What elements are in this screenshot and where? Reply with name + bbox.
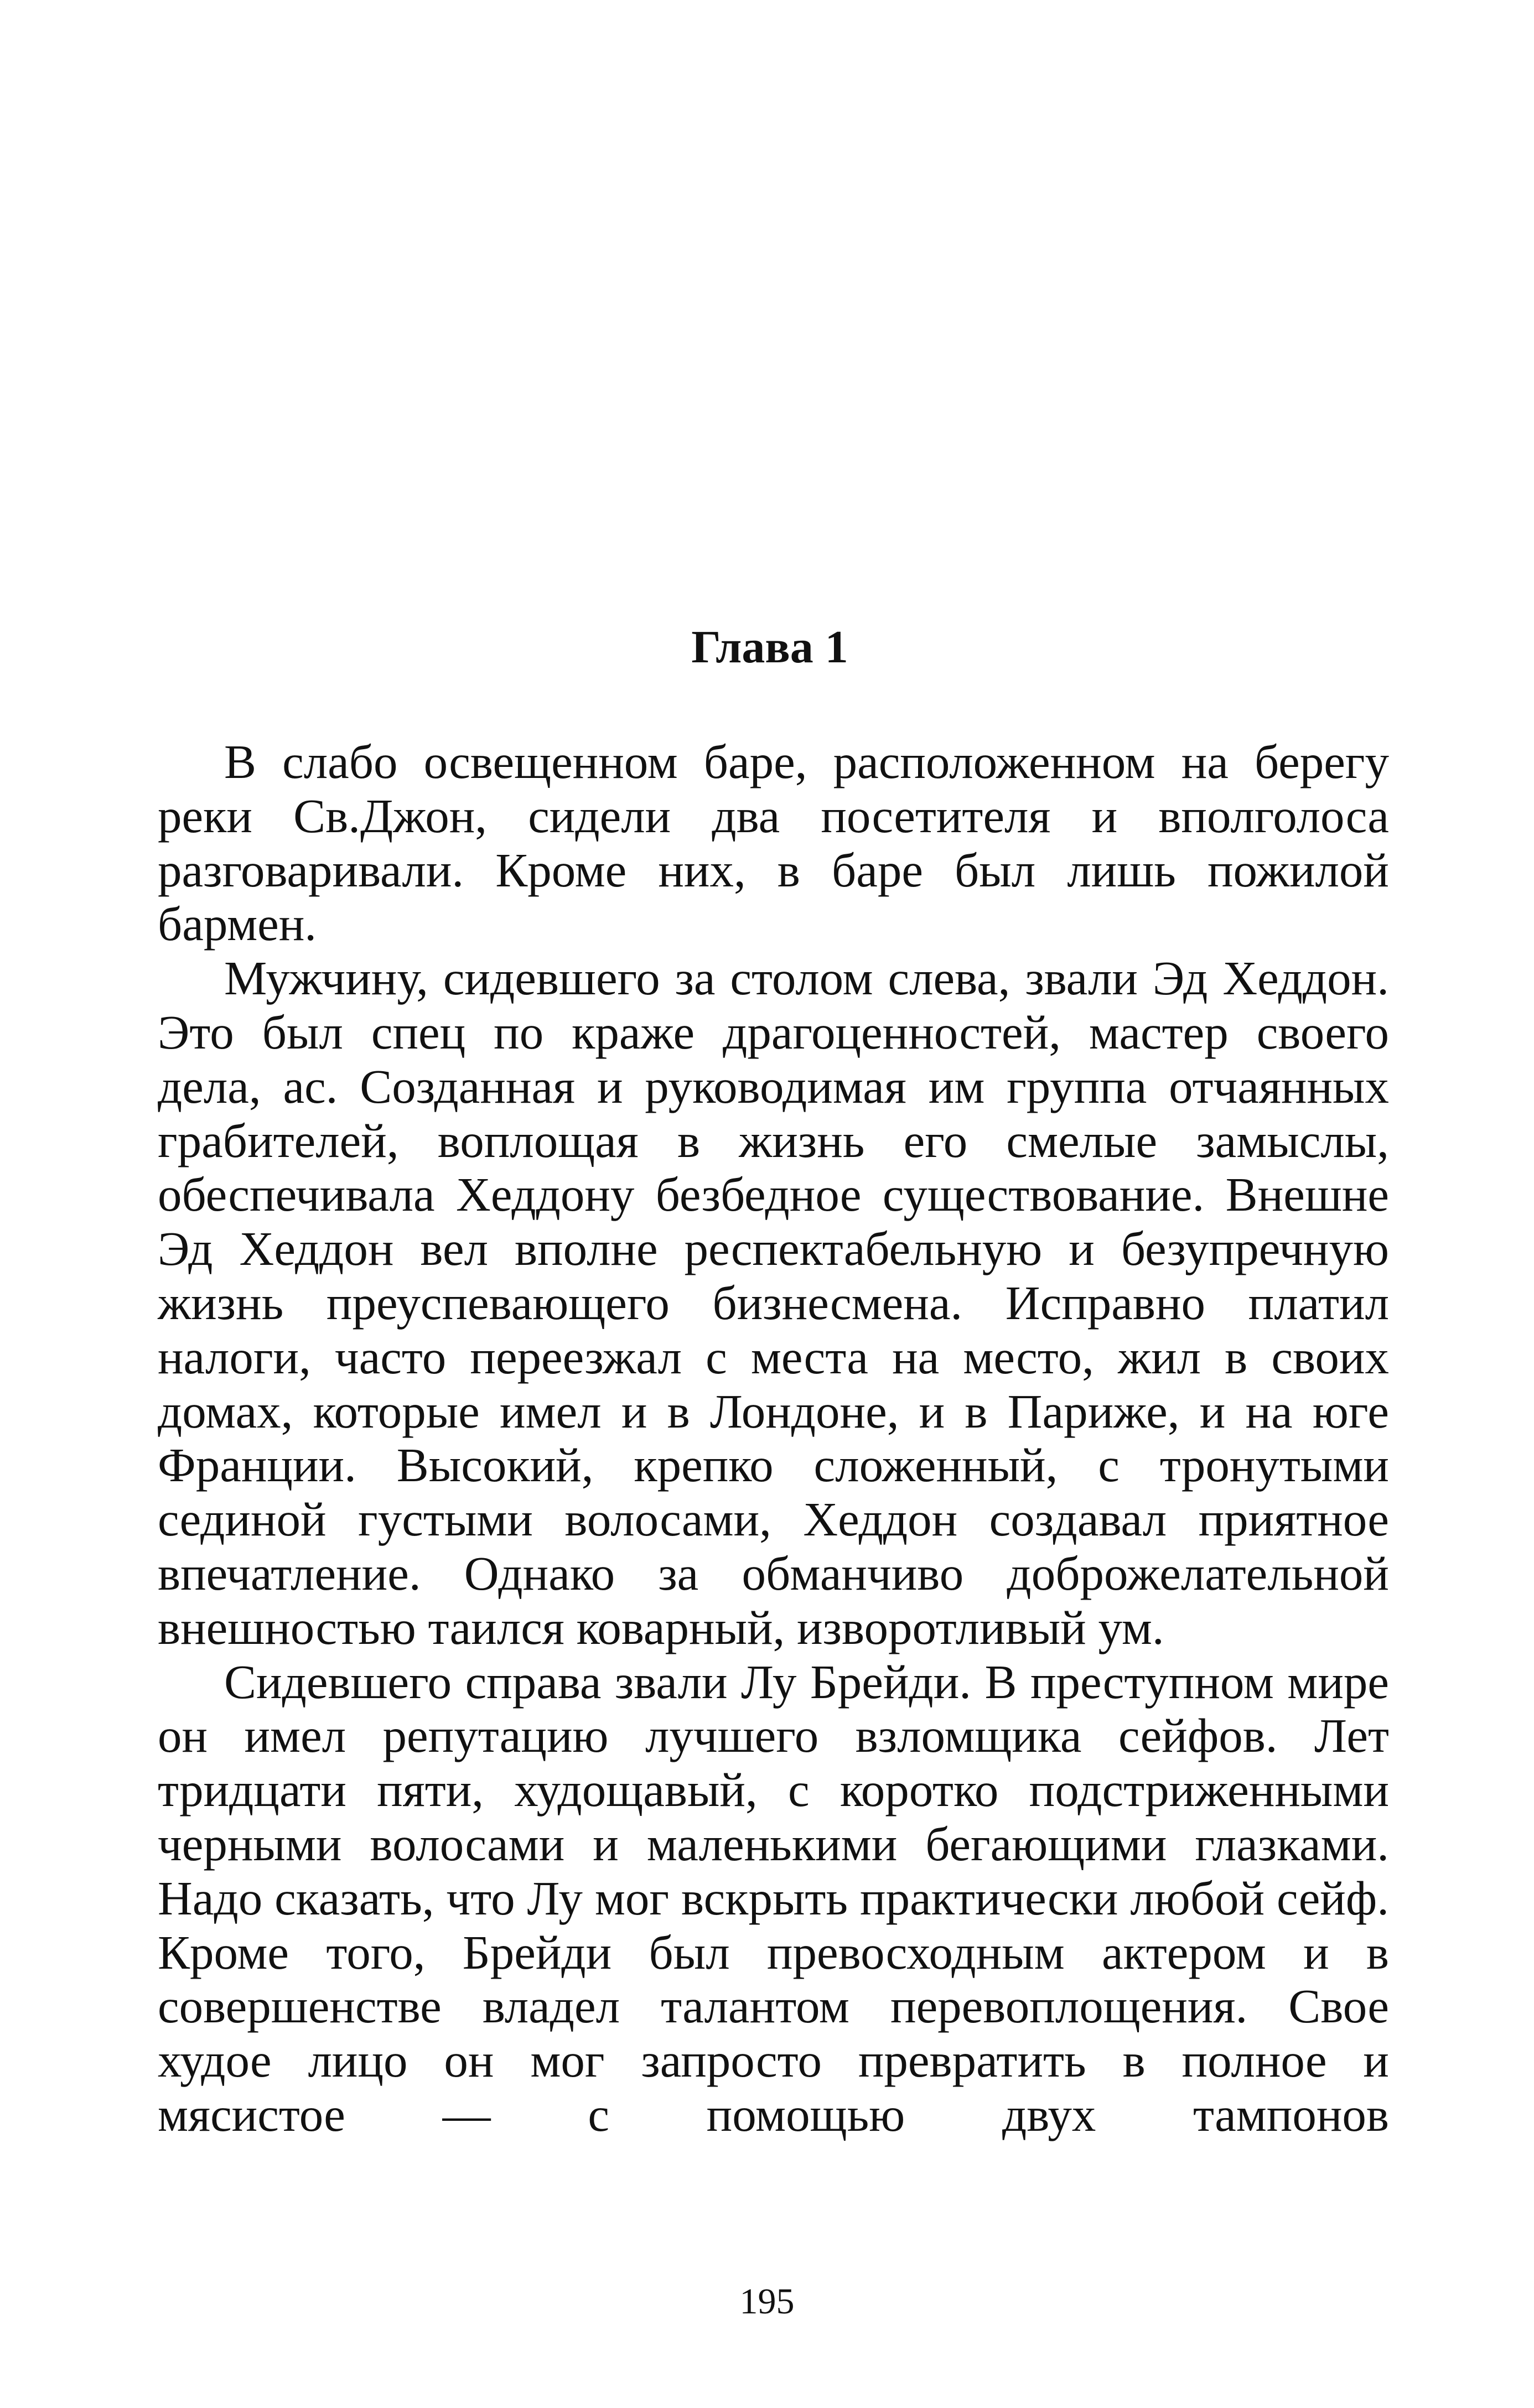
- page-number: 195: [739, 2281, 795, 2322]
- chapter-title: Глава 1: [691, 621, 848, 673]
- paragraph-1: В слабо освещенном баре, расположенном на берегу реки Св.Джон, сидели два посетителя и вполголоса разговаривали. Кроме них, в баре был лишь пожилой бармен.: [158, 735, 1389, 951]
- body-text: [158, 735, 1389, 2142]
- paragraph-2: Мужчину, сидевшего за столом слева, звали Эд Хеддон. Это был спец по краже драгоценностей, мастер своего дела, ас. Созданная и руководимая им группа отчаянных грабителей, воплощая в жизнь его смелые замыслы, обеспечивала Хеддону безбедное существование. Внешне Эд Хеддон вел вполне респектабельную и безупречную жизнь преуспевающего бизнесмена. Исправно платил налоги, часто переезжал с места на место, жил в своих домах, которые имел и в Лондоне, и в Париже, и на юге Франции. Высокий, крепко сложенный, с тронутыми сединой густыми волосами, Хеддон создавал приятное впечатление. Однако за обманчиво доброжелательной внешностью таился коварный, изворотливый ум.: [158, 951, 1389, 1654]
- paragraph-3: Сидевшего справа звали Лу Брейди. В преступном мире он имел репутацию лучшего взломщика сейфов. Лет тридцати пяти, худощавый, с коротко подстриженными черными волосами и маленькими бегающими глазками. Надо сказать, что Лу мог вскрыть практически любой сейф. Кроме того, Брейди был превосходным актером и в совершенстве владел талантом перевоплощения. Свое худое лицо он мог запросто превратить в полное и мясистое — с помощью двух тампонов: [158, 1654, 1389, 2141]
